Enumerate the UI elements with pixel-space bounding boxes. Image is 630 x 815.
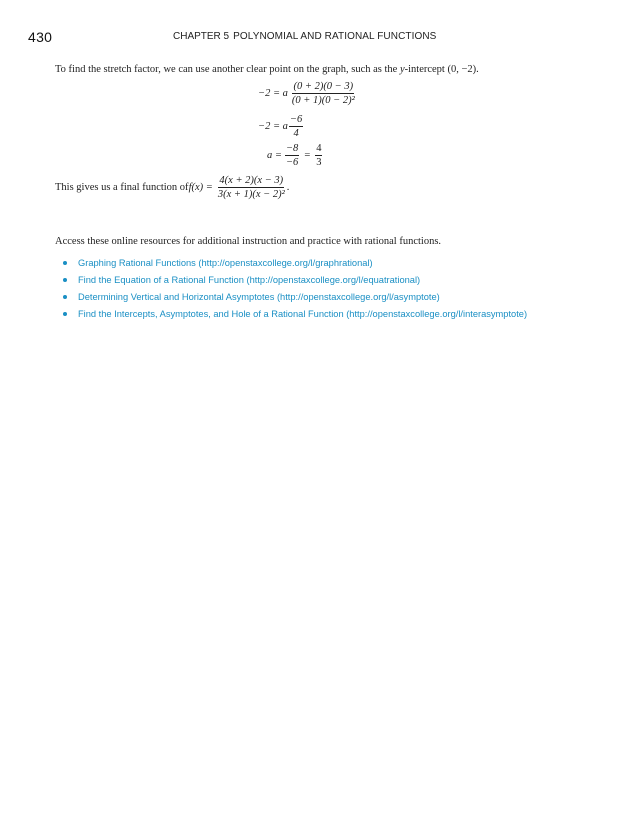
final-function-fraction: [217, 175, 286, 200]
bullet-icon: [63, 278, 67, 282]
equation-3-denominator: −6: [285, 157, 299, 168]
resource-link[interactable]: [63, 257, 527, 274]
equation-3-fraction: [285, 143, 299, 168]
intro-text-before: To find the stretch factor, we can use another clear point on the graph, such as the: [55, 64, 400, 75]
equation-2: [258, 114, 304, 139]
equation-1-fraction: [291, 81, 356, 106]
equation-3-result-denominator: 3: [316, 157, 322, 168]
equation-3-numerator: −8: [285, 143, 299, 154]
chapter-title: POLYNOMIAL AND RATIONAL FUNCTIONS: [233, 31, 437, 42]
equation-3-result-numerator: 4: [316, 143, 322, 154]
page-number: 430: [28, 29, 53, 45]
equation-1-numerator: (0 + 2)(0 − 3): [293, 81, 354, 92]
resource-link[interactable]: [63, 274, 527, 291]
resource-links-list: [63, 257, 527, 325]
equation-1-lhs: −2 = a: [258, 88, 288, 99]
final-function-line: [55, 175, 289, 200]
resource-link[interactable]: [63, 308, 527, 325]
equation-2-fraction: [289, 114, 303, 139]
intro-paragraph: [55, 64, 479, 76]
equation-3-equals: =: [304, 150, 311, 161]
equation-2-denominator: 4: [293, 128, 299, 139]
intro-y-variable: y: [399, 64, 405, 75]
resource-link-text[interactable]: Find the Equation of a Rational Function (http://openstaxcollege.org/l/equatrational): [78, 275, 421, 285]
equation-3: [267, 143, 323, 168]
bullet-icon: [63, 295, 67, 299]
resource-link-text[interactable]: Graphing Rational Functions (http://openstaxcollege.org/l/graphrational): [78, 258, 373, 268]
final-numerator: 4(x + 2)(x − 3): [219, 175, 284, 186]
resource-link-text[interactable]: Determining Vertical and Horizontal Asymptotes (http://openstaxcollege.org/l/asymptote): [78, 292, 440, 302]
equation-1-denominator: (0 + 1)(0 − 2)²: [291, 95, 355, 106]
intro-text-after: -intercept (0, −2).: [404, 64, 479, 75]
resource-link[interactable]: [63, 291, 527, 308]
equation-1: [258, 81, 357, 106]
equation-3-result: [315, 143, 322, 168]
bullet-icon: [63, 312, 67, 316]
bullet-icon: [63, 261, 67, 265]
resource-link-text[interactable]: Find the Intercepts, Asymptotes, and Hole of a Rational Function (http://openstaxcollege.org/l/interasymptote): [78, 309, 528, 319]
final-period: .: [286, 181, 290, 193]
final-denominator: 3(x + 1)(x − 2)²: [217, 189, 285, 200]
final-function-lhs: f(x) =: [188, 182, 213, 193]
chapter-label: CHAPTER 5: [173, 31, 230, 42]
equation-2-lhs: −2 = a: [258, 121, 288, 132]
resources-intro: Access these online resources for additional instruction and practice with rational functions.: [55, 236, 442, 247]
final-text: This gives us a final function of: [55, 181, 189, 193]
equation-2-numerator: −6: [289, 114, 303, 125]
chapter-heading: [173, 31, 436, 42]
equation-3-lhs: a =: [267, 150, 282, 161]
